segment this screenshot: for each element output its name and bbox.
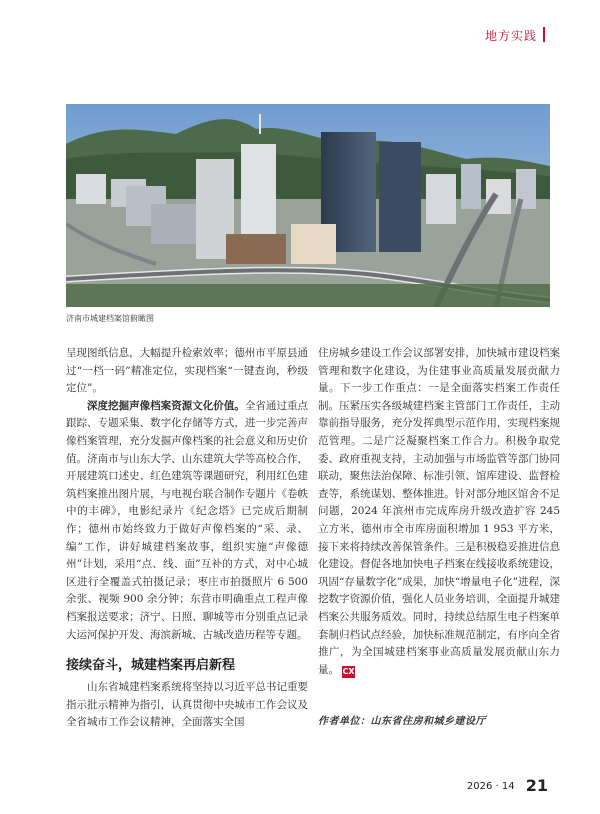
- section-label: 地方实践: [484, 29, 537, 43]
- section-bar: [543, 27, 545, 42]
- paragraph: [66, 398, 308, 644]
- issue-number: 2026 · 14: [466, 781, 515, 792]
- paragraph-body: 住房城乡建设工作会议部署安排，加快城市建设档案管理和数字化建设，为住建事业高质量发展贡献力量。下一步工作重点：一是全面落实档案工作责任制。压紧压实各级城建档案主管部门工作责任，主动靠前指导服务，充分发挥典型示范作用，实现档案规范管理。二是广泛凝聚档案工作合力。积极争取党委、政府重视支持，主动加强与市场监管等部门协同联动，聚焦法治保障、标准引领、馆库建设、监督检查等，系统谋划、整体推进。针对部分地区馆舍不足问题，2024 年滨州市完成库房升级改造扩容 245 立方米，德州市全市库房面积增加 1 953 平方米，接下来将持续改善保管条件。三是积极稳妥推进信息化建设。督促各地加快电子档案在线接收系统建设，巩固“存量数字化”成果，加快“增量电子化”进程，深挖数字资源价值，强化人员业务培训，全面提升城建档案公共服务质效。同时，持续总结原生电子档案单套制归档试点经验，加快标准规范制定，有序向全省推广，为全国城建档案事业高质量发展贡献山东力量。: [318, 347, 560, 676]
- paragraph-lead: 深度挖掘声像档案资源文化价值。: [87, 399, 245, 412]
- page-number: 21: [525, 776, 548, 795]
- city-aerial-photo: [66, 104, 550, 307]
- paragraph-body: 全省通过重点跟踪、专题采集、数字化存储等方式，进一步完善声像档案管理，充分发掘声像档案的社会意义和历史价值。济南市与山东大学、山东建筑大学等高校合作，开展建筑口述史、红色建筑等课题研究，利用红色建筑档案推出图片展，与电视台联合制作专题片《卷帙中的丰碑》，电影纪录片《纪念塔》已完成后期制作；德州市始终致力于做好声像档案的“采、录、编”工作，讲好城建档案故事，组织实施“声像德州”计划，采用“点、线、面”互补的方式，对中心城区进行全覆盖式拍摄记录；枣庄市拍摄照片 6 500 余张、视频 900 余分钟；东营市明确重点工程声像档案报送要求；济宁、日照、聊城等市分别重点记录大运河保护开发、海滨新城、古城改造历程等专题。: [66, 399, 308, 641]
- section-heading: 接续奋斗，城建档案再启新程: [66, 658, 236, 674]
- author-affiliation: 作者单位：山东省住房和城乡建设厅: [318, 716, 486, 727]
- paragraph: 呈现图纸信息，大幅提升检索效率；德州市平原县通过“一档一码”精准定位，实现档案“一键查询，秒级定位”。: [66, 347, 308, 395]
- page-footer: [467, 776, 548, 795]
- end-mark-icon: CX: [342, 666, 355, 676]
- paragraph: 山东省城建档案系统将坚持以习近平总书记重要指示批示精神为指引，认真贯彻中央城市工作会议及全省城市工作会议精神，全面落实全国: [66, 681, 308, 729]
- paragraph: [318, 345, 560, 679]
- photo-caption: 济南市城建档案馆俯瞰图: [66, 314, 154, 323]
- left-column: [66, 345, 308, 732]
- right-column: [318, 345, 560, 679]
